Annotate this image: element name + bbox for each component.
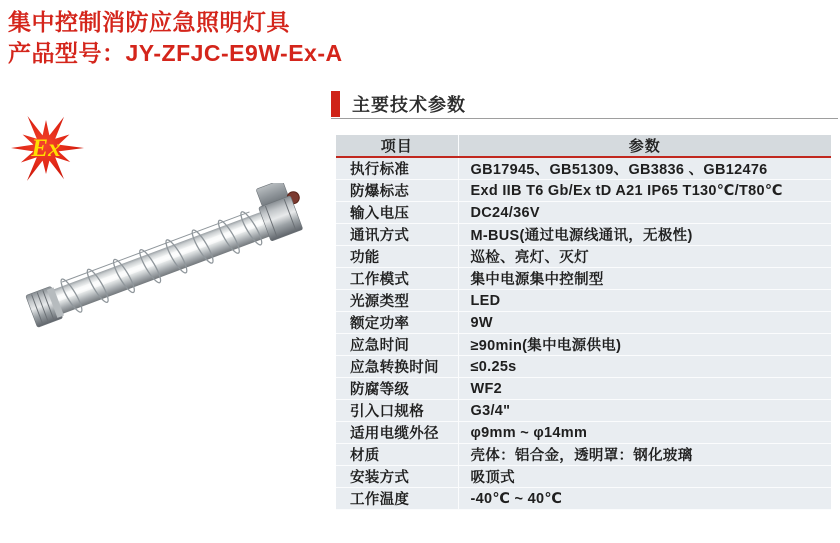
spec-value-cell: ≥90min(集中电源供电) bbox=[458, 334, 831, 356]
table-row bbox=[336, 157, 831, 180]
spec-value-cell: 9W bbox=[458, 312, 831, 334]
table-row bbox=[336, 444, 831, 466]
table-row bbox=[336, 290, 831, 312]
spec-label-cell: 输入电压 bbox=[336, 202, 458, 224]
spec-label-cell: 材质 bbox=[336, 444, 458, 466]
spec-value-cell: GB17945、GB51309、GB3836 、GB12476 bbox=[458, 157, 831, 180]
spec-label-cell: 防腐等级 bbox=[336, 378, 458, 400]
spec-value-cell: LED bbox=[458, 290, 831, 312]
tube-highlight bbox=[57, 219, 263, 301]
table-row bbox=[336, 224, 831, 246]
spec-label-cell: 执行标准 bbox=[336, 157, 458, 180]
page-title bbox=[8, 7, 343, 69]
accent-bar bbox=[331, 91, 340, 117]
table-row bbox=[336, 312, 831, 334]
product-photo bbox=[0, 183, 332, 348]
table-row bbox=[336, 356, 831, 378]
col-item-header: 项目 bbox=[336, 135, 458, 157]
table-row bbox=[336, 488, 831, 510]
spec-label-cell: 应急转换时间 bbox=[336, 356, 458, 378]
spec-label-cell: 额定功率 bbox=[336, 312, 458, 334]
table-row bbox=[336, 400, 831, 422]
section-heading bbox=[331, 89, 838, 119]
spec-value-cell: DC24/36V bbox=[458, 202, 831, 224]
table-row bbox=[336, 466, 831, 488]
spec-label-cell: 功能 bbox=[336, 246, 458, 268]
spec-value-cell: -40℃ ~ 40℃ bbox=[458, 488, 831, 510]
spec-label-cell: 光源类型 bbox=[336, 290, 458, 312]
product-category-title: 集中控制消防应急照明灯具 bbox=[8, 9, 290, 35]
spec-value-cell: 吸顶式 bbox=[458, 466, 831, 488]
spec-value-cell: M-BUS(通过电源线通讯，无极性) bbox=[458, 224, 831, 246]
table-row bbox=[336, 334, 831, 356]
ex-mark-icon bbox=[4, 106, 88, 190]
product-model-title: 产品型号：JY-ZFJC-E9W-Ex-A bbox=[8, 40, 343, 66]
spec-value-cell: 壳体：铝合金，透明罩：钢化玻璃 bbox=[458, 444, 831, 466]
spec-label-cell: 安装方式 bbox=[336, 466, 458, 488]
spec-value-cell: WF2 bbox=[458, 378, 831, 400]
spec-label-cell: 应急时间 bbox=[336, 334, 458, 356]
spec-label-cell: 工作温度 bbox=[336, 488, 458, 510]
spec-value-cell: Exd IIB T6 Gb/Ex tD A21 IP65 T130℃/T80℃ bbox=[458, 180, 831, 202]
spec-label-cell: 引入口规格 bbox=[336, 400, 458, 422]
spec-table bbox=[336, 135, 831, 510]
col-param-header: 参数 bbox=[458, 135, 831, 157]
spec-label-cell: 适用电缆外径 bbox=[336, 422, 458, 444]
table-row bbox=[336, 180, 831, 202]
spec-value-cell: 集中电源集中控制型 bbox=[458, 268, 831, 290]
section-title: 主要技术参数 bbox=[352, 94, 466, 115]
spec-table-container bbox=[336, 135, 831, 510]
table-header-row bbox=[336, 135, 831, 157]
spec-value-cell: 巡检、亮灯、灭灯 bbox=[458, 246, 831, 268]
spec-value-cell: ≤0.25s bbox=[458, 356, 831, 378]
spec-value-cell: G3/4" bbox=[458, 400, 831, 422]
spec-table-body bbox=[336, 157, 831, 510]
spec-label-cell: 通讯方式 bbox=[336, 224, 458, 246]
table-row bbox=[336, 246, 831, 268]
table-row bbox=[336, 422, 831, 444]
ex-badge-label: Ex bbox=[31, 135, 61, 162]
spec-label-cell: 工作模式 bbox=[336, 268, 458, 290]
table-row bbox=[336, 268, 831, 290]
table-row bbox=[336, 378, 831, 400]
spec-label-cell: 防爆标志 bbox=[336, 180, 458, 202]
table-row bbox=[336, 202, 831, 224]
spec-value-cell: φ9mm ~ φ14mm bbox=[458, 422, 831, 444]
